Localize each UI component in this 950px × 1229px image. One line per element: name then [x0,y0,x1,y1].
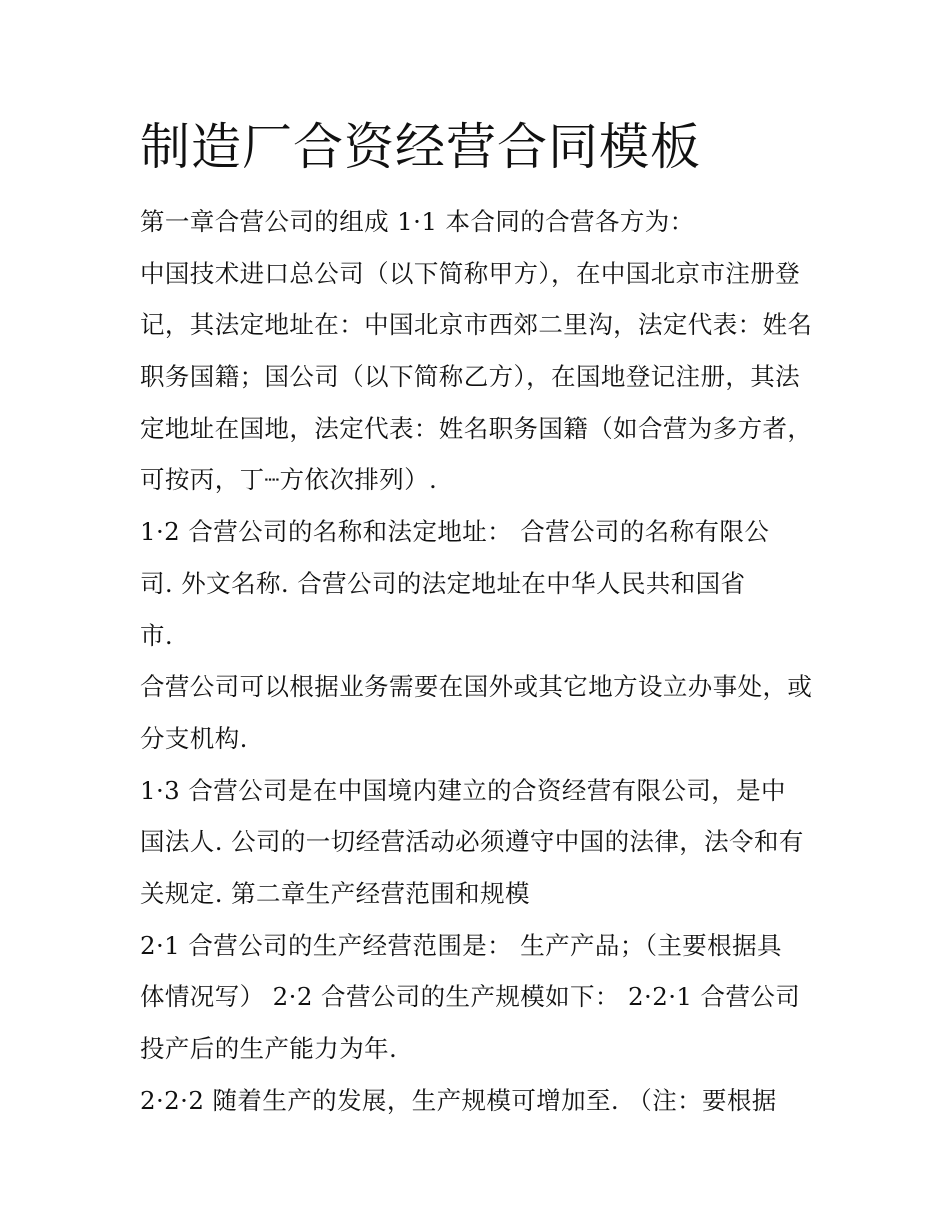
body-line-4: 职务国籍；国公司（以下简称乙方），在国地登记注册，其法 [140,362,801,392]
body-line-10: 合营公司可以根据业务需要在国外或其它地方设立办事处，或 [140,672,813,702]
document-title: 制造厂合资经营合同模板 [140,118,701,176]
body-line-13: 国法人. 公司的一切经营活动必须遵守中国的法律，法令和有 [140,827,804,857]
body-line-7: 1·2 合营公司的名称和法定地址： 合营公司的名称有限公 [140,517,770,547]
document-body [140,196,830,1126]
body-line-6: 可按丙，丁┈方依次排列）. [140,465,438,495]
body-line-17: 投产后的生产能力为年. [140,1034,398,1063]
body-line-3: 记，其法定地址在：中国北京市西郊二里沟，法定代表：姓名 [140,310,813,340]
body-line-15: 2·1 合营公司的生产经营范围是： 生产产品；（主要根据具 [140,930,782,960]
body-line-5: 定地址在国地，法定代表：姓名职务国籍（如合营为多方者， [140,413,813,443]
body-line-9: 市. [140,620,174,650]
body-line-11: 分支机构. [140,723,248,753]
body-line-1: 第一章合营公司的组成 1·1 本合同的合营各方为： [140,207,695,236]
body-line-12: 1·3 合营公司是在中国境内建立的合资经营有限公司，是中 [140,775,786,805]
body-line-18: 2·2·2 随着生产的发展，生产规模可增加至. （注：要根据 [140,1085,777,1115]
body-line-16: 体情况写） 2·2 合营公司的生产规模如下： 2·2·1 合营公司 [140,982,801,1012]
body-line-8: 司. 外文名称. 合营公司的法定地址在中华人民共和国省 [140,568,746,598]
body-line-14: 关规定. 第二章生产经营范围和规模 [140,878,530,908]
body-line-2: 中国技术进口总公司（以下简称甲方），在中国北京市注册登 [140,258,801,288]
